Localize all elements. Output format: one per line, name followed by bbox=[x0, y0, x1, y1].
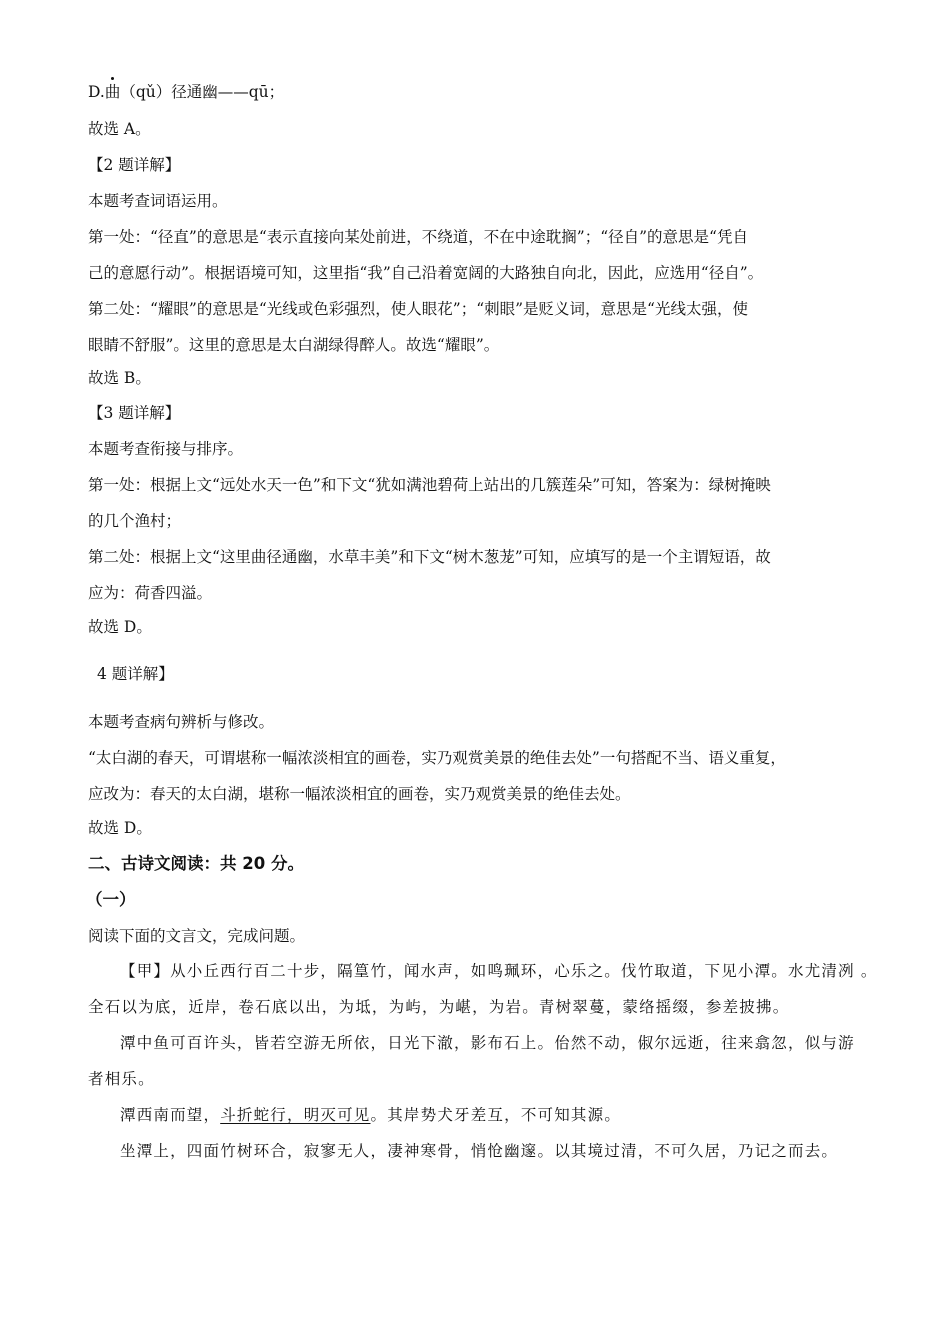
passage-paragraph-2-line-1: 潭中鱼可百许头，皆若空游无所依，日光下澈，影布石上。佁然不动，俶尔远逝，往来翕忽，似与游 bbox=[120, 1034, 855, 1052]
q2-paragraph-2-line-2: 眼睛不舒服”。这里的意思是太白湖绿得醉人。故选“耀眼”。 bbox=[88, 336, 500, 354]
q3-paragraph-1-line-2: 的几个渔村； bbox=[88, 512, 182, 530]
q4-answer: 故选 D。 bbox=[88, 819, 152, 837]
q2-intro: 本题考查词语运用。 bbox=[88, 192, 228, 210]
section-2-instruction: 阅读下面的文言文，完成问题。 bbox=[88, 927, 306, 945]
q2-paragraph-1-line-2: 己的意愿行动”。根据语境可知，这里指“我”自己沿着宽阔的大路独自向北，因此，应选用“径自”。 bbox=[88, 264, 764, 282]
q4-heading: 4 题详解】 bbox=[97, 665, 174, 683]
q4-paragraph-line-2: 应改为：春天的太白湖，堪称一幅浓淡相宜的画卷，实乃观赏美景的绝佳去处。 bbox=[88, 785, 631, 803]
q4-paragraph-line-1: “太白湖的春天，可谓堪称一幅浓淡相宜的画卷，实乃观赏美景的绝佳去处”一句搭配不当、语义重复， bbox=[88, 749, 786, 767]
paragraph-3-prefix: 潭西南而望， bbox=[120, 1106, 221, 1124]
passage-jia-line-2: 全石以为底，近岸，卷石底以出，为坻，为屿，为嵁，为岩。青树翠蔓，蒙络摇缀，参差披拂。 bbox=[88, 998, 790, 1016]
q3-answer: 故选 D。 bbox=[88, 618, 152, 636]
emphasis-dotted-char: 曲 bbox=[104, 83, 121, 101]
q3-paragraph-2-line-1: 第二处：根据上文“这里曲径通幽，水草丰美”和下文“树木葱茏”可知，应填写的是一个主谓短语，故 bbox=[88, 548, 771, 566]
passage-paragraph-4: 坐潭上，四面竹树环合，寂寥无人，凄神寒骨，悄怆幽邃。以其境过清，不可久居，乃记之而去。 bbox=[120, 1142, 839, 1160]
section-2-subheading: （一） bbox=[86, 890, 136, 909]
q3-paragraph-2-line-2: 应为：荷香四溢。 bbox=[88, 584, 213, 602]
q3-paragraph-1-line-1: 第一处：根据上文“远处水天一色”和下文“犹如满池碧荷上站出的几簇莲朵”可知，答案为：绿树掩映 bbox=[88, 476, 771, 494]
q1-answer: 故选 A。 bbox=[88, 120, 151, 138]
q1-option-d bbox=[88, 82, 284, 102]
section-2-title: 二、古诗文阅读：共 20 分。 bbox=[88, 854, 304, 873]
option-d-prefix: D. bbox=[88, 83, 105, 101]
q2-heading: 【2 题详解】 bbox=[88, 156, 181, 174]
q3-heading: 【3 题详解】 bbox=[88, 404, 181, 422]
q2-paragraph-2-line-1: 第二处：“耀眼”的意思是“光线或色彩强烈，使人眼花”；“刺眼”是贬义词，意思是“光线太强，使 bbox=[88, 300, 748, 318]
passage-jia-line-1: 【甲】从小丘西行百二十步，隔篁竹，闻水声，如鸣珮环，心乐之。伐竹取道，下见小潭。水尤清冽 。 bbox=[120, 962, 878, 980]
q4-intro: 本题考查病句辨析与修改。 bbox=[88, 713, 275, 731]
q3-intro: 本题考查衔接与排序。 bbox=[88, 440, 244, 458]
option-d-text: （qǔ）径通幽——qū； bbox=[120, 83, 285, 101]
underlined-phrase: 斗折蛇行，明灭可见 bbox=[220, 1106, 371, 1124]
paragraph-3-suffix: 。其岸势犬牙差互，不可知其源。 bbox=[370, 1106, 622, 1124]
passage-paragraph-3 bbox=[120, 1105, 621, 1125]
q2-answer: 故选 B。 bbox=[88, 369, 151, 387]
q2-paragraph-1-line-1: 第一处：“径直”的意思是“表示直接向某处前进，不绕道，不在中途耽搁”；“径自”的意思是“凭自 bbox=[88, 228, 748, 246]
passage-paragraph-2-line-2: 者相乐。 bbox=[88, 1070, 155, 1088]
